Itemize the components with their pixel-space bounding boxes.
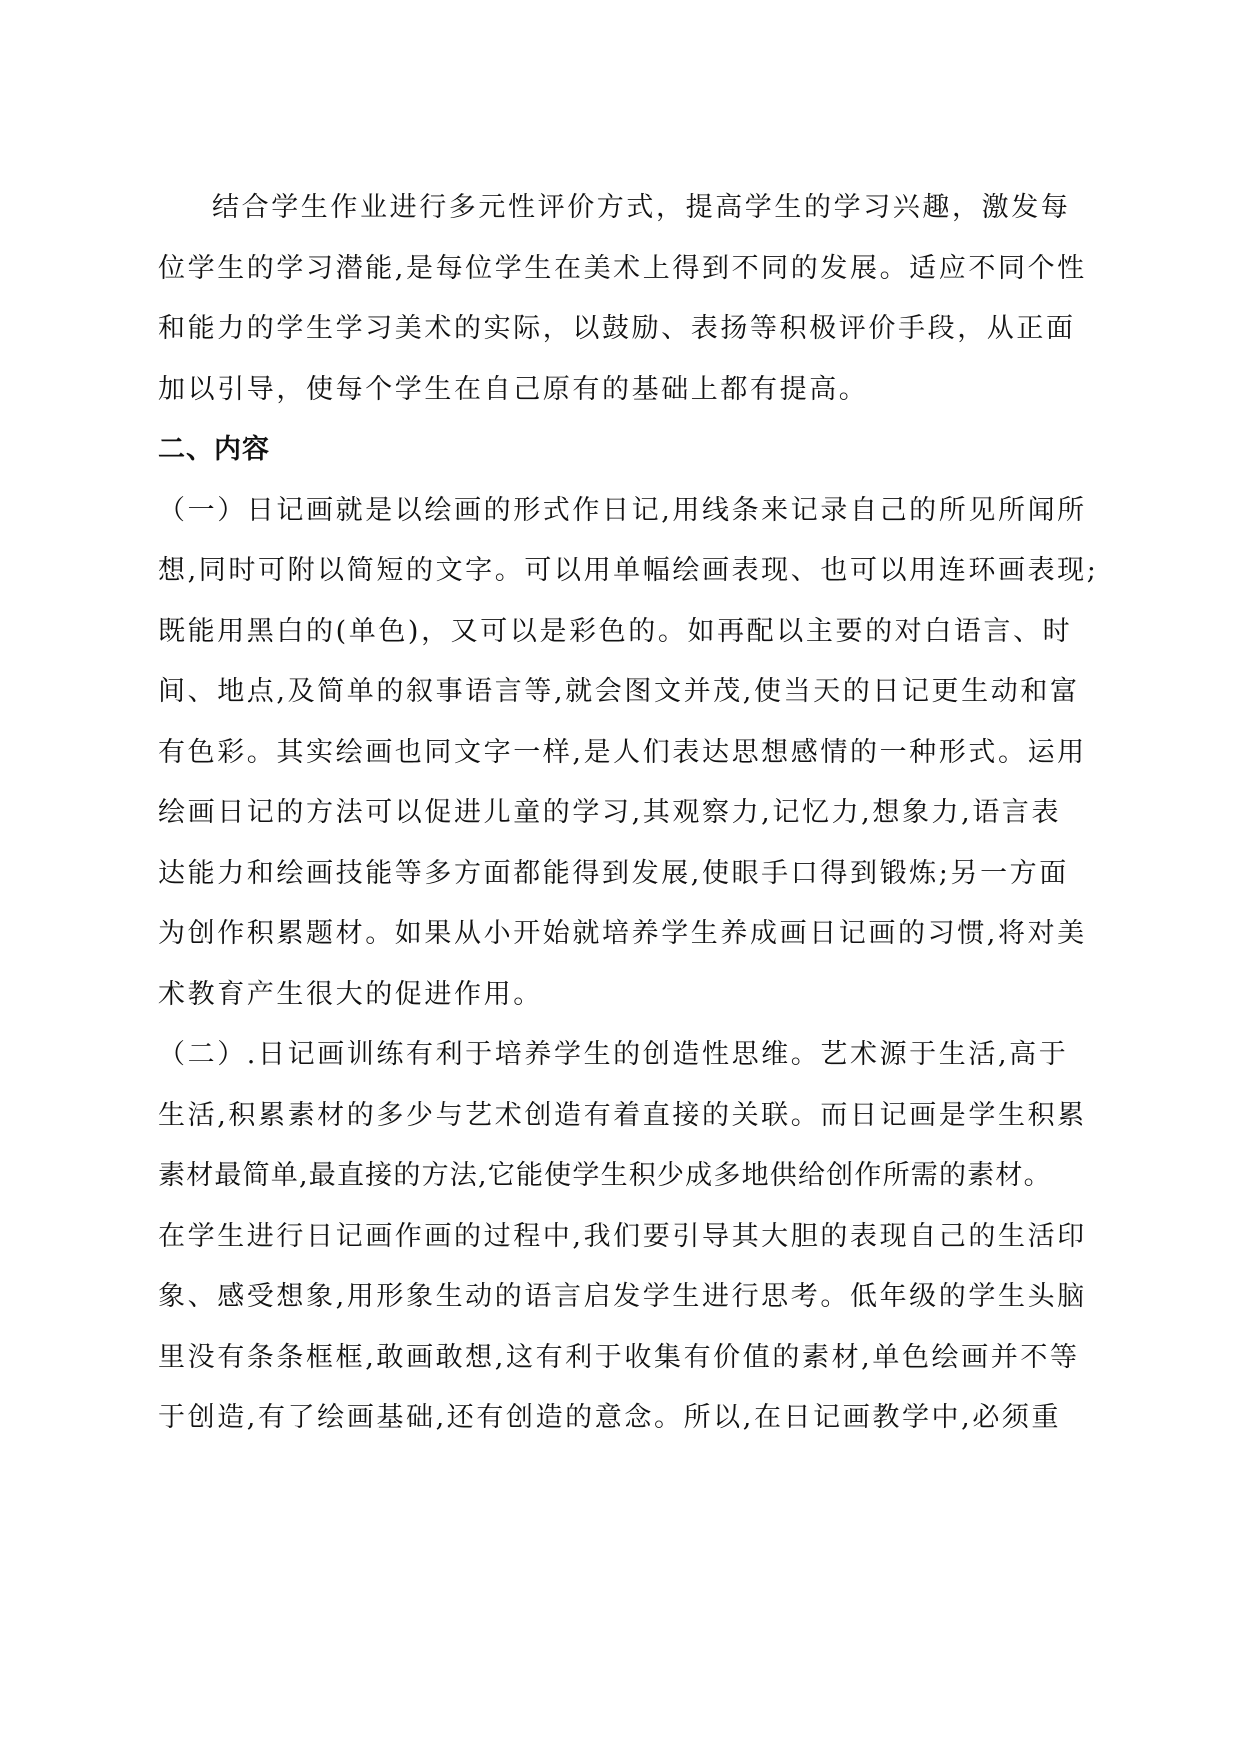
paragraph-line: 于创造,有了绘画基础,还有创造的意念。所以,在日记画教学中,必须重 [158, 1402, 1062, 1433]
paragraph-line: 绘画日记的方法可以促进儿童的学习,其观察力,记忆力,想象力,语言表 [158, 797, 1062, 828]
paragraph-line: 加以引导，使每个学生在自己原有的基础上都有提高。 [158, 373, 869, 405]
paragraph-line: 既能用黑白的(单色)，又可以是彩色的。如再配以主要的对白语言、时 [158, 615, 1073, 647]
paragraph-line: 为创作积累题材。如果从小开始就培养学生养成画日记画的习惯,将对美 [158, 918, 1087, 949]
paragraph-line: （一）日记画就是以绘画的形式作日记,用线条来记录自己的所见所闻所 [158, 494, 1087, 526]
paragraph-line: 和能力的学生学习美术的实际，以鼓励、表扬等积极评价手段，从正面 [158, 313, 1076, 344]
paragraph-line: 在学生进行日记画作画的过程中,我们要引导其大胆的表现自己的生活印 [158, 1220, 1087, 1252]
document-body [158, 188, 1099, 1459]
paragraph-line: 有色彩。其实绘画也同文字一样,是人们表达思想感情的一种形式。运用 [158, 736, 1087, 768]
paragraph-line: 素材最简单,最直接的方法,它能使学生积少成多地供给创作所需的素材。 [158, 1160, 1052, 1191]
paragraph-line: 位学生的学习潜能,是每位学生在美术上得到不同的发展。适应不同个性 [158, 252, 1087, 284]
paragraph-line: 结合学生作业进行多元性评价方式，提高学生的学习兴趣，激发每 [212, 192, 1071, 223]
section-heading: 二、内容 [158, 434, 270, 465]
paragraph-line: 里没有条条框框,敢画敢想,这有利于收集有价值的素材,单色绘画并不等 [158, 1341, 1080, 1373]
paragraph-line: 间、地点,及简单的叙事语言等,就会图文并茂,使当天的日记更生动和富 [158, 676, 1080, 707]
paragraph-line: 达能力和绘画技能等多方面都能得到发展,使眼手口得到锻炼;另一方面 [158, 857, 1069, 889]
paragraph-line: （二）.日记画训练有利于培养学生的创造性思维。艺术源于生活,高于 [158, 1039, 1069, 1070]
paragraph-line: 术教育产生很大的促进作用。 [158, 978, 543, 1010]
paragraph-line: 象、感受想象,用形象生动的语言启发学生进行思考。低年级的学生头脑 [158, 1281, 1087, 1312]
paragraph-line: 想,同时可附以简短的文字。可以用单幅绘画表现、也可以用连环画表现; [158, 555, 1099, 586]
paragraph-line: 生活,积累素材的多少与艺术创造有着直接的关联。而日记画是学生积累 [158, 1099, 1087, 1131]
